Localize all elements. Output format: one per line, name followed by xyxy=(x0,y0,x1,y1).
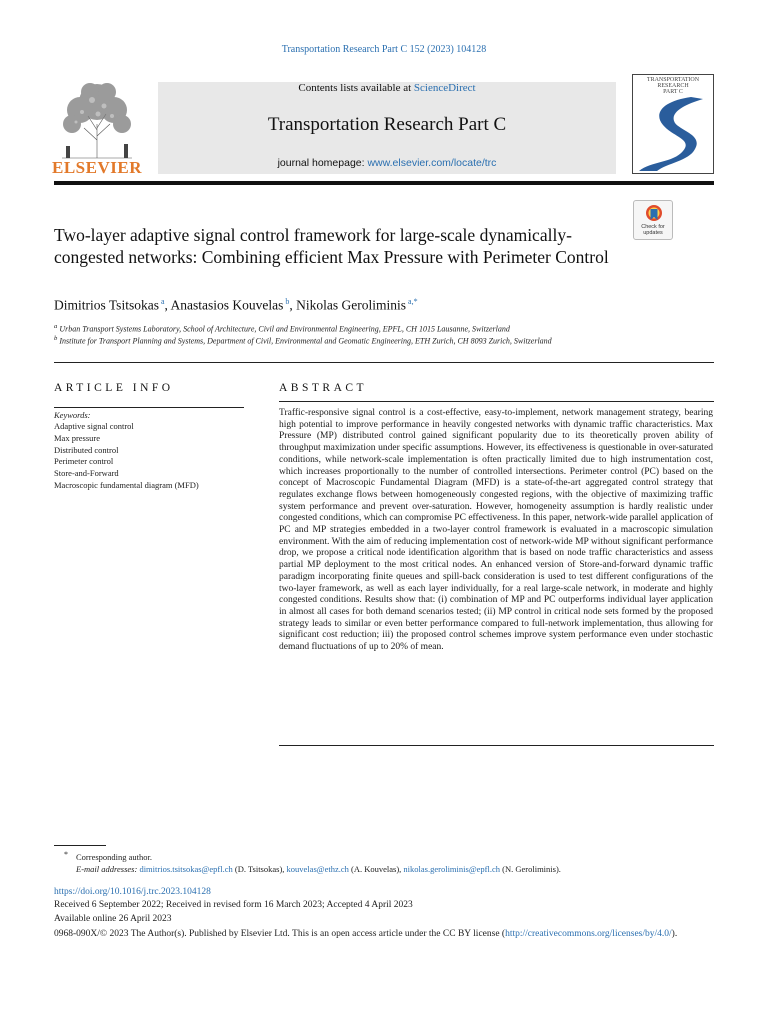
keywords-list xyxy=(54,421,254,492)
email-owner: (N. Geroliminis). xyxy=(500,864,561,874)
check-for-updates-label: Check for updates xyxy=(641,224,665,236)
paper-title: Two-layer adaptive signal control framework for large-scale dynamically-congested networks: Combining efficient Max Pressure with Perimeter Control xyxy=(54,225,609,267)
header-divider xyxy=(54,181,714,185)
contents-prefix: Contents lists available at xyxy=(298,82,414,94)
journal-cover-thumbnail xyxy=(632,74,714,174)
cover-title-text: TRANSPORTATION RESEARCH xyxy=(646,77,700,89)
corresponding-author-text: Corresponding author. xyxy=(76,852,153,862)
keywords-label: Keywords: xyxy=(54,410,91,420)
doi-link[interactable]: https://doi.org/10.1016/j.trc.2023.104128 xyxy=(54,887,211,897)
received-dates: Received 6 September 2022; Received in revised form 16 March 2023; Accepted 4 April 2023 xyxy=(54,900,413,910)
author-affiliation-mark[interactable]: a xyxy=(160,297,165,306)
author-affiliation-mark[interactable]: b xyxy=(285,297,290,306)
check-for-updates-button[interactable] xyxy=(633,200,673,240)
email-link[interactable]: dimitrios.tsitsokas@epfl.ch xyxy=(139,864,233,874)
email-owner: (D. Tsitsokas), xyxy=(232,864,287,874)
contents-availability-line xyxy=(158,82,616,94)
corresponding-author-note xyxy=(64,852,152,862)
journal-title: Transportation Research Part C xyxy=(267,114,507,135)
abstract-heading: ABSTRACT xyxy=(279,382,368,394)
keyword-item: Store-and-Forward xyxy=(54,468,119,479)
section-divider xyxy=(54,362,714,363)
footnote-divider xyxy=(54,845,106,846)
journal-homepage-line xyxy=(158,157,616,169)
keyword-item: Perimeter control xyxy=(54,456,114,467)
footnote-star: * xyxy=(64,850,68,859)
email-owner: (A. Kouvelas), xyxy=(348,864,404,874)
abstract-divider xyxy=(279,401,714,402)
abstract-body: Traffic-responsive signal control is a cost-effective, easy-to-implement, network management strategy, bearing high potential to improve performance in heavily congested networks with dynamic traffic characteristics. Max Pressure (MP) distributed control gained significant popularity due to its theoretically proven ability of throughput maximization under specific assumptions. However, its effectiveness is questionable in over-saturated conditions, while network-scale implementation is often practically limited due to high instrumentation cost, which increases proportionally to the number of controlled intersections. Perimeter control (PC) based on the concept of Macroscopic Fundamental Diagram (MFD) is a state-of-the-art aggregated control strategy that regulates exchange flows between homogeneously congested regions, with the objective of maximizing traffic system performance and prevent over-saturation. However, homogeneity assumption is hardly realistic under congested conditions, which can compromise PC effectiveness. In this paper, network-wide parallel application of PC and MP strategies embedded in a two-layer control framework is evaluated in a macroscopic simulation environment. With the aim of reducing implementation cost of network-wide MP without significant performance drop, we propose a critical node identification algorithm that is based on node traffic characteristics and assess partial MP deployment to the most critical nodes. An enhanced version of Store-and-forward dynamic traffic paradigm incorporating finite queues and spill-back consideration is used to test different configurations of the two-layer framework, as well as each layer individually, for a real large-scale network, in moderate and highly congested conditions. Results show that: (i) combination of MP and PC outperforms individual layer application in almost all cases for both demand scenarios tested; (ii) MP control in critical node sets formed by the proposed strategy leads to similar or even better performance compared to full-network implementation, thus allowing for significant cost reduction; iii) the proposed control schemes improve system performance even under stochastic demand fluctuations of up to 20% of mean. xyxy=(279,408,713,653)
bookmark-icon xyxy=(645,204,663,224)
author-name[interactable]: Nikolas Geroliminis xyxy=(296,297,407,313)
keyword-item: Adaptive signal control xyxy=(54,421,134,431)
keyword-item: Distributed control xyxy=(54,444,119,455)
license-text: 0968-090X/© 2023 The Author(s). Published by Elsevier Ltd. This is an open access article under the CC BY license ( xyxy=(54,929,506,939)
license-end: ). xyxy=(671,929,678,939)
article-info-heading: ARTICLE INFO xyxy=(54,382,174,394)
online-date: Available online 26 April 2023 xyxy=(54,914,172,924)
email-link[interactable]: kouvelas@ethz.ch xyxy=(286,864,349,874)
article-info-divider xyxy=(54,407,244,408)
email-link[interactable]: nikolas.geroliminis@epfl.ch xyxy=(403,864,501,874)
cover-road-graphic xyxy=(633,95,713,173)
author-affiliation-mark[interactable]: a,* xyxy=(408,297,418,306)
keyword-item: Macroscopic fundamental diagram (MFD) xyxy=(54,479,199,490)
affiliation-mark: b xyxy=(54,335,58,342)
email-label: E-mail addresses: xyxy=(76,864,138,874)
affiliation-mark: a xyxy=(54,323,58,330)
journal-homepage-link[interactable]: www.elsevier.com/locate/trc xyxy=(367,157,497,169)
homepage-prefix: journal homepage: xyxy=(277,157,368,169)
license-statement xyxy=(54,928,714,941)
author-name[interactable]: Anastasios Kouvelas xyxy=(170,297,284,313)
cover-part-text: PART C xyxy=(663,89,683,95)
affiliation-b xyxy=(54,333,614,348)
keyword-item: Max pressure xyxy=(54,432,101,443)
license-link[interactable]: http://creativecommons.org/licenses/by/4.0/ xyxy=(505,929,672,939)
affiliation-text: Urban Transport Systems Laboratory, School of Architecture, Civil and Environmental Engineering, EPFL, CH 1015 Lausanne, Switzerland xyxy=(59,324,510,334)
cover-title xyxy=(633,77,713,95)
author-list: Dimitrios Tsitsokas $^a$, Anastasios Kouvelas $^b$, Nikolas Geroliminis $^{a,*}$ xyxy=(54,297,418,313)
affiliation-text: Institute for Transport Planning and Systems, Department of Civil, Environmental and Geomatic Engineering, ETH Zurich, CH 8093 Zurich, Switzerland xyxy=(59,336,552,346)
elsevier-wordmark: ELSEVIER xyxy=(52,158,142,177)
abstract-end-divider xyxy=(279,745,714,746)
sciencedirect-link[interactable]: ScienceDirect xyxy=(413,82,476,94)
author-name[interactable]: Dimitrios Tsitsokas xyxy=(54,297,159,313)
journal-citation-link[interactable]: Transportation Research Part C 152 (2023) 104128 xyxy=(281,44,487,55)
email-addresses xyxy=(76,864,716,874)
